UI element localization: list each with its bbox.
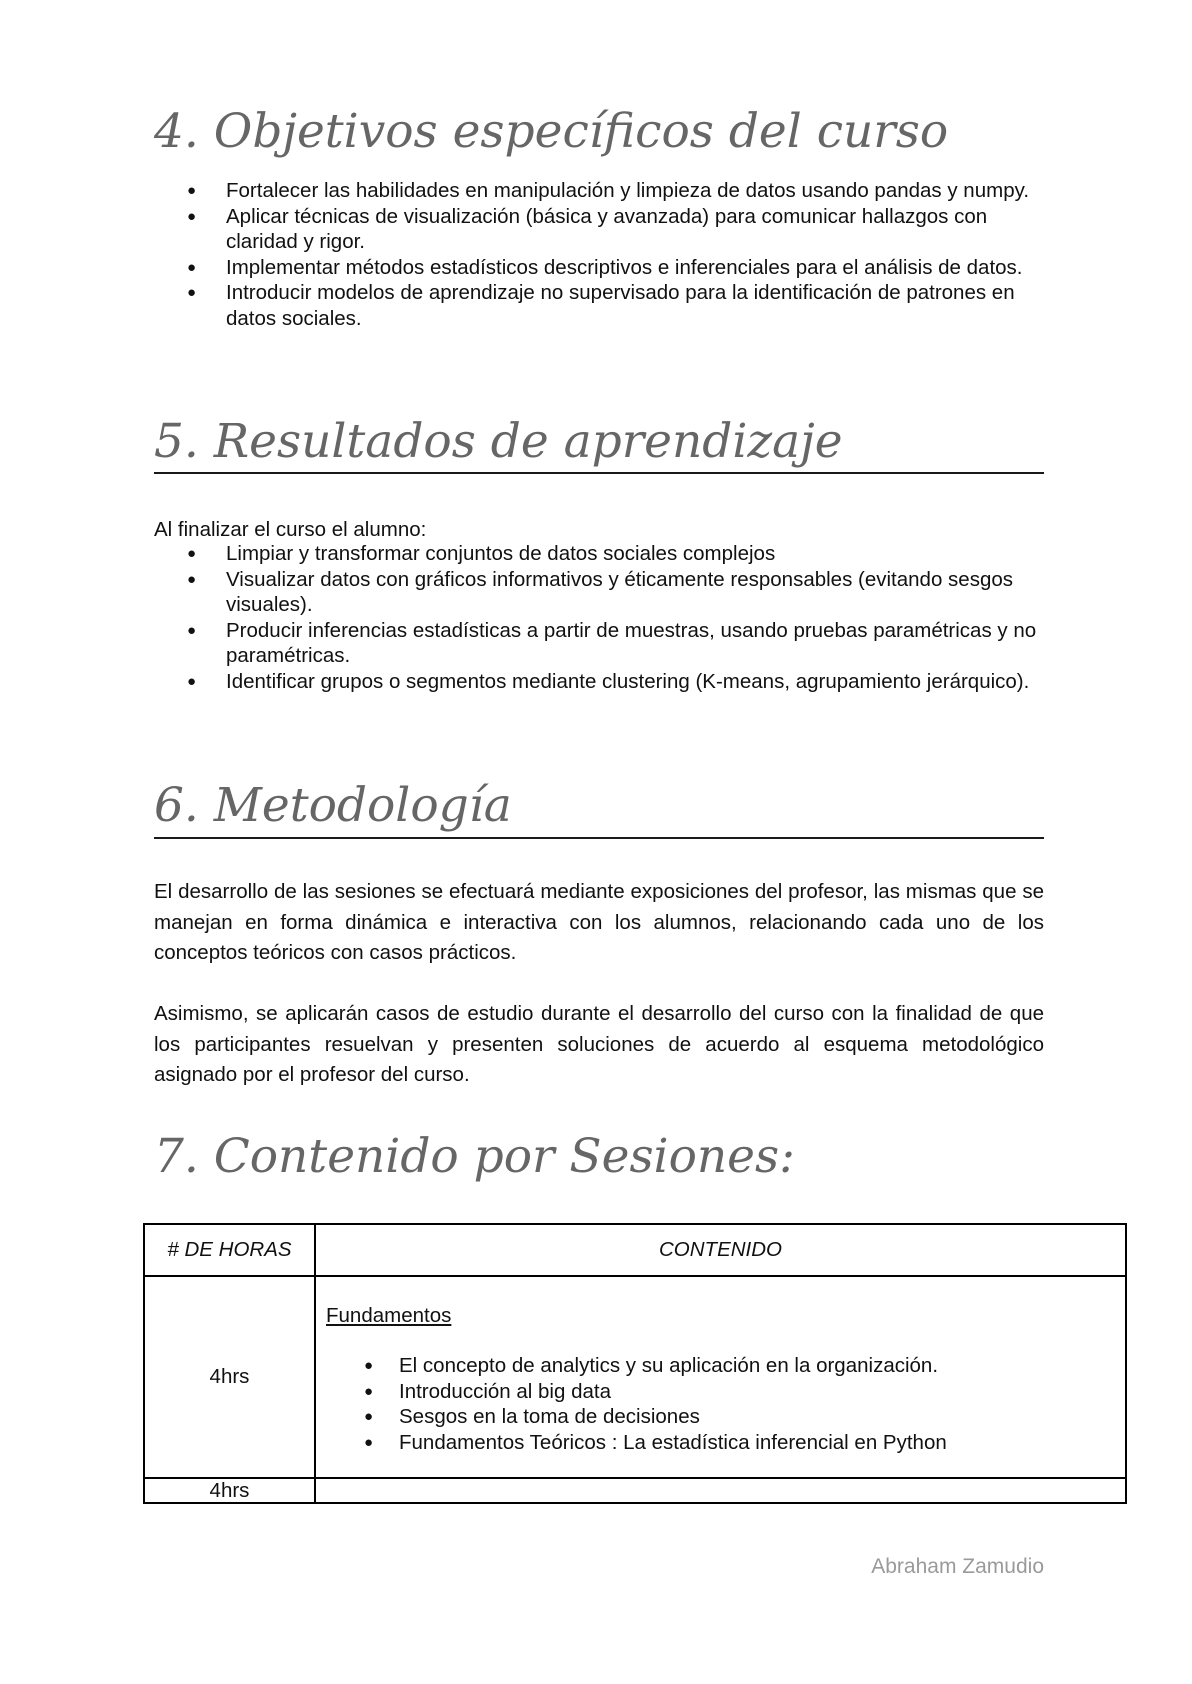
list-item: ● Producir inferencias estadísticas a partir de muestras, usando pruebas paramétricas y no paramétricas. [154, 618, 1044, 669]
list-item: ● El concepto de analytics y su aplicación en la organización. [326, 1353, 1115, 1379]
table-row [144, 1478, 1126, 1503]
session-topics-list [326, 1353, 1115, 1455]
table-header-row [144, 1224, 1126, 1276]
column-header-content: CONTENIDO [315, 1224, 1126, 1276]
list-item: ● Identificar grupos o segmentos mediante clustering (K-means, agrupamiento jerárquico). [154, 669, 1044, 695]
list-item: ● Introducción al big data [326, 1379, 1115, 1405]
footer-author: Abraham Zamudio [871, 1555, 1044, 1578]
metodologia-paragraph: El desarrollo de las sesiones se efectuará mediante exposiciones del profesor, las mismas que se manejan en forma dinámica e interactiva con los alumnos, relacionando cada uno de los conceptos teóricos con casos prácticos. [154, 880, 1044, 964]
list-item: ● Visualizar datos con gráficos informativos y éticamente responsables (evitando sesgos visuales). [154, 567, 1044, 618]
content-cell [315, 1276, 1126, 1478]
list-item: ● Fortalecer las habilidades en manipulación y limpieza de datos usando pandas y numpy. [154, 178, 1044, 204]
list-item: ● Introducir modelos de aprendizaje no supervisado para la identificación de patrones en datos sociales. [154, 280, 1044, 331]
list-item: ● Limpiar y transformar conjuntos de datos sociales complejos [154, 541, 1044, 567]
list-item: ● Aplicar técnicas de visualización (básica y avanzada) para comunicar hallazgos con claridad y rigor. [154, 204, 1044, 255]
objetivos-list [154, 178, 1044, 331]
column-header-hours: # DE HORAS [144, 1224, 315, 1276]
sessions-table [143, 1223, 1127, 1504]
list-item: ● Fundamentos Teóricos : La estadística inferencial en Python [326, 1430, 1115, 1456]
resultados-intro: Al finalizar el curso el alumno: [154, 518, 427, 541]
section-title-resultados: 5. Resultados de aprendizaje [154, 414, 843, 469]
content-cell [315, 1478, 1126, 1503]
session-topic: Fundamentos [326, 1304, 452, 1327]
list-item: ● Sesgos en la toma de decisiones [326, 1404, 1115, 1430]
section-title-objetivos: 4. Objetivos específicos del curso [154, 104, 949, 159]
section-title-metodologia: 6. Metodología [154, 778, 512, 833]
list-item: ● Implementar métodos estadísticos descriptivos e inferenciales para el análisis de datos. [154, 255, 1044, 281]
section-divider [154, 472, 1044, 474]
section-divider [154, 837, 1044, 839]
hours-cell: 4hrs [144, 1276, 315, 1478]
table-row [144, 1276, 1126, 1478]
metodologia-paragraph: Asimismo, se aplicarán casos de estudio durante el desarrollo del curso con la finalidad de que los participantes resuelvan y presenten soluciones de acuerdo al esquema metodológico asignado por el profesor del curso. [154, 1002, 1044, 1086]
resultados-list [154, 541, 1044, 694]
section-title-contenido: 7. Contenido por Sesiones: [154, 1129, 795, 1184]
hours-cell: 4hrs [144, 1478, 315, 1503]
